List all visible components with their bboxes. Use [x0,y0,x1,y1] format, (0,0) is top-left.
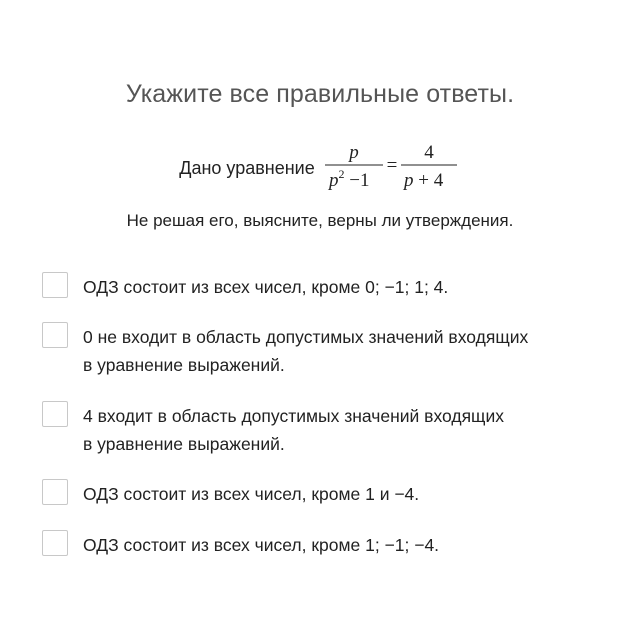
answer-option-4-label: ОДЗ состоит из всех чисел, кроме 1 и −4. [83,484,420,504]
checkbox-option-4[interactable] [42,479,68,505]
checkbox-option-5[interactable] [42,530,68,556]
equation-formula [321,140,461,196]
question-instruction: Укажите все правильные ответы. [125,80,515,108]
answer-option-1[interactable] [42,272,448,301]
checkbox-option-3[interactable] [42,401,68,427]
answer-option-4[interactable] [42,479,419,508]
rhs-numerator: 4 [424,142,434,163]
equals-sign: = [386,155,398,176]
checkbox-option-2[interactable] [42,322,68,348]
answer-option-3-label: 4 входит в область допустимых значений входящих в уравнение выражений. [83,406,504,454]
rhs-denominator: p + 4 [403,170,443,191]
equation-row [0,140,640,196]
question-subtitle: Не решая его, выясните, верны ли утверждения. [126,211,514,230]
equation-prefix: Дано уравнение [179,157,315,178]
answer-option-5[interactable] [42,530,439,559]
answer-option-3[interactable] [42,401,504,458]
answer-option-2-label: 0 не входит в область допустимых значений входящих в уравнение выражений. [83,327,529,375]
answer-option-1-label: ОДЗ состоит из всех чисел, кроме 0; −1; 1; 4. [83,277,449,297]
lhs-numerator: p [349,142,359,163]
checkbox-option-1[interactable] [42,272,68,298]
answer-option-2[interactable] [42,322,528,379]
answer-option-5-label: ОДЗ состоит из всех чисел, кроме 1; −1; −4. [83,535,440,555]
lhs-denominator: $p^2 -1$ [328,167,370,191]
